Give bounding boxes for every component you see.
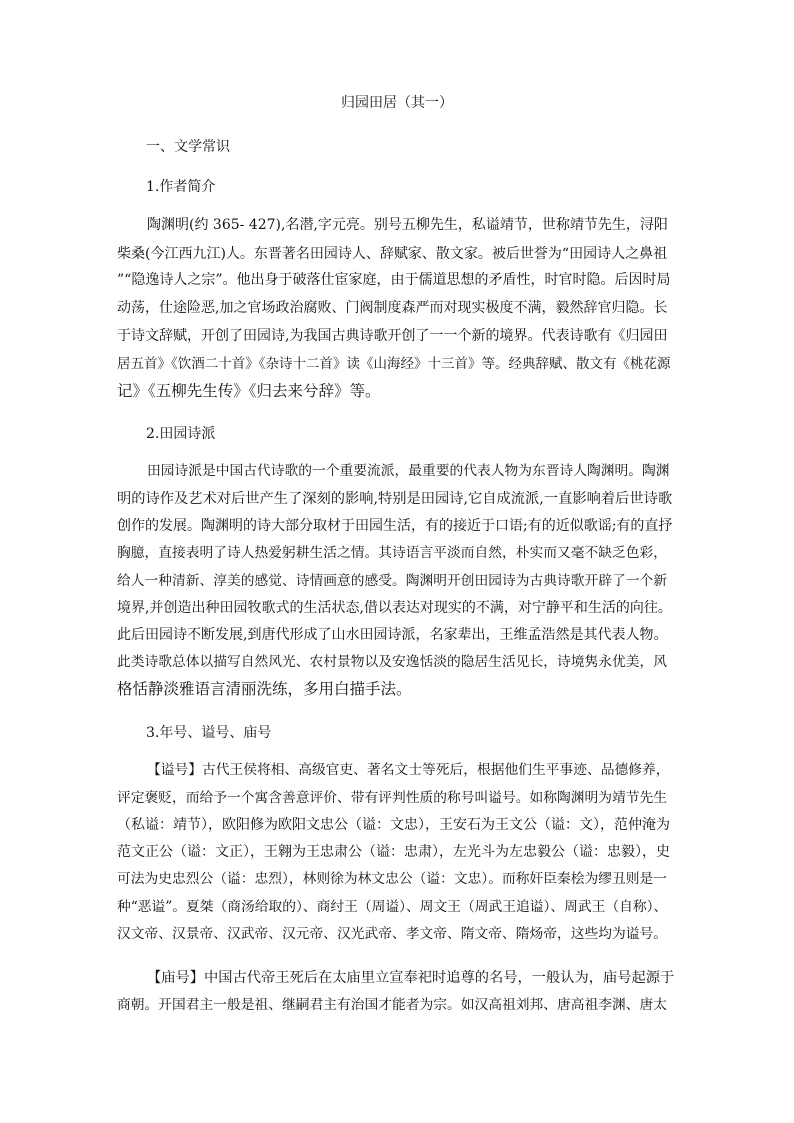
page-title: 归园田居（其一） [341, 95, 453, 111]
subheading-era-posthumous-temple-names: 3.年号、谥号、庙号 [146, 725, 272, 741]
paragraph-line: 商朝。开国君主一般是祖、继嗣君主有治国才能者为宗。如汉高祖刘邦、唐高祖李渊、唐太 [117, 997, 668, 1013]
paragraph-line: 【谥号】古代王侯将相、高级官吏、著名文士等死后，根据他们生平事迹、品德修养， [147, 762, 670, 778]
paragraph-line: 范文正公（谥：文正），王翱为王忠肃公（谥：忠肃），左光斗为左忠毅公（谥：忠毅），史 [117, 844, 670, 860]
paragraph-line: 评定褒贬，而给予一个寓含善意评价、带有评判性质的称号叫谥号。如称陶渊明为靖节先生 [117, 790, 668, 806]
paragraph-line: 柴桑(今江西九江)人。东晋著名田园诗人、辞赋家、散文家。被后世誉为“田园诗人之鼻祖 [117, 246, 668, 262]
paragraph-line: 记》《五柳先生传》《归去来兮辞》等。 [117, 382, 381, 400]
paragraph-line: 田园诗派是中国古代诗歌的一个重要流派，最重要的代表人物为东晋诗人陶渊明。陶渊 [147, 463, 670, 479]
paragraph-line: 境界,并创造出种田园牧歌式的生活状态,借以表达对现实的不满，对宁静平和生活的向往。 [117, 600, 672, 616]
paragraph-line: 汉文帝、汉景帝、汉武帝、汉元帝、汉光武帝、孝文帝、隋文帝、隋炀帝，这些均为谥号。 [117, 926, 668, 942]
subheading-author-intro: 1.作者简介 [146, 179, 216, 195]
section-heading-literary-knowledge: 一、文学常识 [146, 139, 230, 155]
paragraph-line: 胸臆，直接表明了诗人热爱躬耕生活之情。其诗语言平淡而自然，朴实而又毫不缺乏色彩， [117, 545, 668, 561]
paragraph-line: 于诗文辞赋，开创了田园诗,为我国古典诗歌开创了一一个新的境界。代表诗歌有《归园田 [117, 328, 668, 344]
paragraph-line: 此类诗歌总体以描写自然风光、农村景物以及安逸恬淡的隐居生活见长，诗境隽永优美，风 [117, 654, 668, 670]
paragraph-line: （私谥：靖节），欧阳修为欧阳文忠公（谥：文忠），王安石为王文公（谥：文），范仲淹为 [117, 817, 670, 833]
paragraph-line: 给人一种清新、淳美的感觉、诗情画意的感受。陶渊明开创田园诗为古典诗歌开辟了一个新 [117, 573, 668, 589]
paragraph-line: 【庙号】中国古代帝王死后在太庙里立宣奉祀时追尊的名号，一般认为，庙号起源于 [147, 970, 675, 986]
paragraph-line: 陶渊明(约 365- 427),名潜,字元亮。别号五柳先生，私谥靖节，世称靖节先生，浔阳 [147, 217, 668, 233]
paragraph-line: 动荡，仕途险恶,加之官场政治腐败、门阀制度森严而对现实极度不满，毅然辞官归隐。长 [117, 300, 668, 316]
paragraph-line: 种“恶谥”。夏桀（商汤给取的）、商纣王（周谥）、周文王（周武王追谥）、周武王（自称）、 [117, 899, 668, 915]
paragraph-line: 居五首》《饮酒二十首》《杂诗十二首》读《山海经》十三首》等。经典辞赋、散文有《桃花源 [117, 356, 671, 372]
subheading-pastoral-poetry-school: 2.田园诗派 [146, 426, 216, 442]
paragraph-line: 格恬静淡雅语言清丽洗练，多用白描手法。 [117, 680, 412, 698]
paragraph-line: 明的诗作及艺术对后世产生了深刻的影响,特别是田园诗,它自成流派,一直影响着后世诗歌 [117, 491, 673, 507]
paragraph-line: ”“隐逸诗人之宗”。他出身于破落仕宦家庭，由于儒道思想的矛盾性，时官时隐。后因时局 [117, 272, 671, 288]
paragraph-line: 可法为史忠烈公（谥：忠烈），林则徐为林文忠公（谥：文忠）。而称奸臣秦桧为缪丑则是一 [117, 871, 668, 887]
paragraph-line: 创作的发展。陶渊明的诗大部分取材于田园生活，有的接近于口语;有的近似歌谣;有的直抒 [117, 518, 673, 534]
paragraph-line: 此后田园诗不断发展,到唐代形成了山水田园诗派，名家辈出，王维孟浩然是其代表人物。 [117, 627, 668, 643]
